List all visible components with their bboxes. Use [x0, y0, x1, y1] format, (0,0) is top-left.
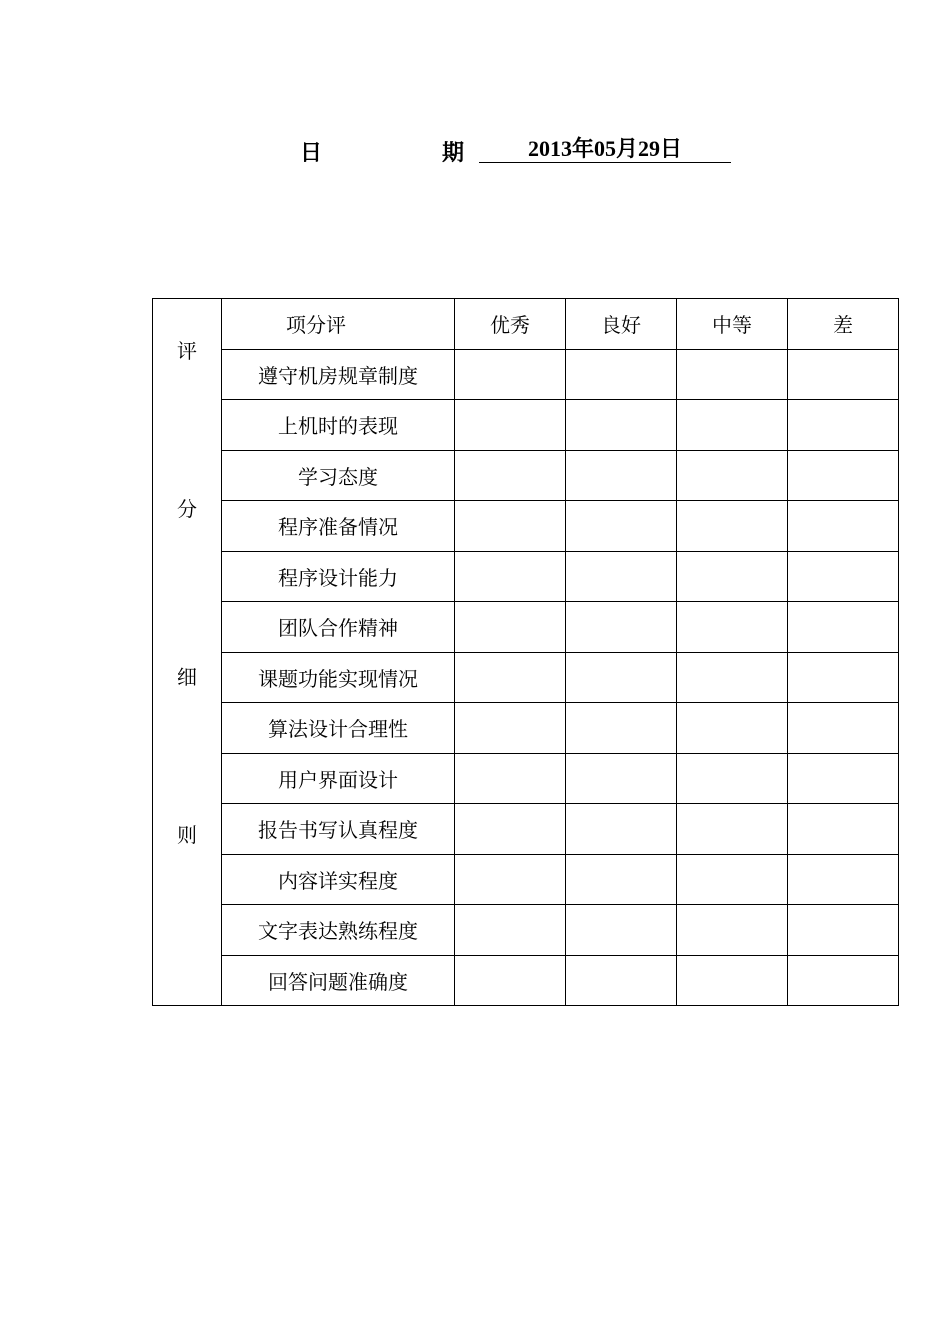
grade-cell-average[interactable]: [677, 551, 788, 602]
grade-cell-average[interactable]: [677, 501, 788, 552]
grade-cell-average[interactable]: [677, 400, 788, 451]
grade-cell-average[interactable]: [677, 804, 788, 855]
item-label: 算法设计合理性: [222, 703, 455, 754]
grade-cell-good[interactable]: [566, 753, 677, 804]
grade-cell-poor[interactable]: [788, 703, 899, 754]
grade-cell-excellent[interactable]: [455, 703, 566, 754]
item-label: 程序设计能力: [222, 551, 455, 602]
grade-cell-excellent[interactable]: [455, 551, 566, 602]
grade-cell-good[interactable]: [566, 551, 677, 602]
grade-cell-good[interactable]: [566, 349, 677, 400]
header-item-label: 项分评: [286, 313, 346, 338]
grade-cell-good[interactable]: [566, 501, 677, 552]
side-label-char: 细: [177, 665, 197, 689]
item-label: 程序准备情况: [222, 501, 455, 552]
table-row: [153, 955, 899, 1006]
grade-cell-good[interactable]: [566, 854, 677, 905]
side-label-char: 则: [177, 823, 197, 847]
item-label: 团队合作精神: [222, 602, 455, 653]
grade-cell-good[interactable]: [566, 804, 677, 855]
grade-cell-average[interactable]: [677, 703, 788, 754]
grade-cell-excellent[interactable]: [455, 753, 566, 804]
table-row: [153, 450, 899, 501]
evaluation-table: [152, 298, 899, 1006]
grade-cell-average[interactable]: [677, 753, 788, 804]
item-label: 报告书写认真程度: [222, 804, 455, 855]
grade-cell-poor[interactable]: [788, 450, 899, 501]
grade-cell-good[interactable]: [566, 955, 677, 1006]
grade-cell-average[interactable]: [677, 905, 788, 956]
table-header-row: [153, 299, 899, 350]
item-label: 回答问题准确度: [222, 955, 455, 1006]
side-label-char: 评: [177, 339, 197, 363]
grade-cell-excellent[interactable]: [455, 905, 566, 956]
grade-cell-good[interactable]: [566, 905, 677, 956]
grade-cell-good[interactable]: [566, 400, 677, 451]
grade-cell-excellent[interactable]: [455, 955, 566, 1006]
item-label: 用户界面设计: [222, 753, 455, 804]
item-label: 课题功能实现情况: [222, 652, 455, 703]
grade-cell-good[interactable]: [566, 703, 677, 754]
date-line: [0, 134, 950, 168]
table-row: [153, 905, 899, 956]
header-grade-poor: 差: [788, 299, 899, 350]
table-row: [153, 652, 899, 703]
grade-cell-excellent[interactable]: [455, 349, 566, 400]
grade-cell-excellent[interactable]: [455, 854, 566, 905]
grade-cell-average[interactable]: [677, 854, 788, 905]
side-label-column: [153, 299, 222, 1006]
grade-cell-excellent[interactable]: [455, 602, 566, 653]
grade-cell-excellent[interactable]: [455, 501, 566, 552]
table-row: [153, 854, 899, 905]
table-row: [153, 602, 899, 653]
table-row: [153, 551, 899, 602]
item-label: 学习态度: [222, 450, 455, 501]
grade-cell-average[interactable]: [677, 349, 788, 400]
header-grade-average: 中等: [677, 299, 788, 350]
grade-cell-poor[interactable]: [788, 905, 899, 956]
item-label: 文字表达熟练程度: [222, 905, 455, 956]
item-label: 内容详实程度: [222, 854, 455, 905]
table-row: [153, 501, 899, 552]
grade-cell-average[interactable]: [677, 652, 788, 703]
header-item-cell: [222, 299, 455, 350]
grade-cell-poor[interactable]: [788, 652, 899, 703]
grade-cell-excellent[interactable]: [455, 450, 566, 501]
date-label-qi: 期: [442, 141, 465, 166]
grade-cell-average[interactable]: [677, 602, 788, 653]
grade-cell-poor[interactable]: [788, 955, 899, 1006]
grade-cell-poor[interactable]: [788, 400, 899, 451]
grade-cell-poor[interactable]: [788, 602, 899, 653]
grade-cell-poor[interactable]: [788, 854, 899, 905]
grade-cell-good[interactable]: [566, 652, 677, 703]
grade-cell-good[interactable]: [566, 450, 677, 501]
table-row: [153, 804, 899, 855]
grade-cell-excellent[interactable]: [455, 652, 566, 703]
grade-cell-excellent[interactable]: [455, 804, 566, 855]
table-row: [153, 349, 899, 400]
table-row: [153, 703, 899, 754]
grade-cell-good[interactable]: [566, 602, 677, 653]
table-row: [153, 400, 899, 451]
date-label-ri: 日: [300, 141, 323, 166]
grade-cell-poor[interactable]: [788, 804, 899, 855]
item-label: 遵守机房规章制度: [222, 349, 455, 400]
table-row: [153, 753, 899, 804]
grade-cell-poor[interactable]: [788, 349, 899, 400]
grade-cell-average[interactable]: [677, 450, 788, 501]
side-label-char: 分: [177, 497, 197, 521]
date-value: 2013年05月29日: [479, 134, 731, 163]
grade-cell-poor[interactable]: [788, 501, 899, 552]
grade-cell-average[interactable]: [677, 955, 788, 1006]
grade-cell-poor[interactable]: [788, 753, 899, 804]
grade-cell-excellent[interactable]: [455, 400, 566, 451]
item-label: 上机时的表现: [222, 400, 455, 451]
grade-cell-poor[interactable]: [788, 551, 899, 602]
header-grade-good: 良好: [566, 299, 677, 350]
header-grade-excellent: 优秀: [455, 299, 566, 350]
